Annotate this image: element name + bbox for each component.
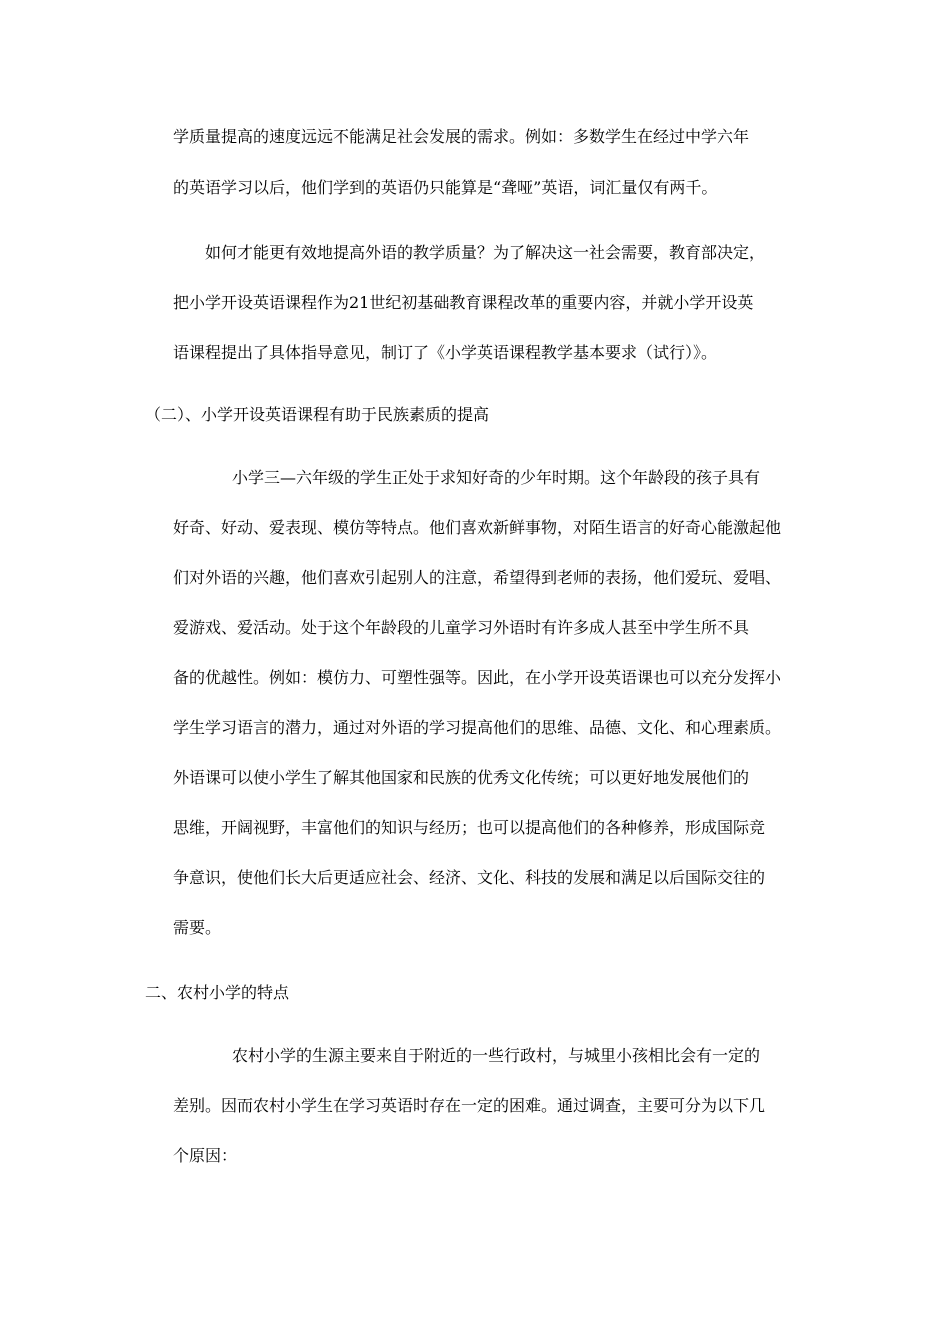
text-line: 农村小学的生源主要来自于附近的一些行政村，与城里小孩相比会有一定的	[232, 1046, 761, 1065]
section-heading: （二）、小学开设英语课程有助于民族素质的提高	[145, 405, 490, 424]
text-line: 备的优越性。例如：模仿力、可塑性强等。因此，在小学开设英语课也可以充分发挥小	[173, 668, 782, 687]
text-line: 语课程提出了具体指导意见，制订了《小学英语课程教学基本要求（试行）》。	[173, 343, 718, 362]
text-line: 们对外语的兴趣，他们喜欢引起别人的注意，希望得到老师的表扬，他们爱玩、爱唱、	[173, 568, 782, 587]
text-line: 需要。	[173, 918, 222, 937]
text-line: 差别。因而农村小学生在学习英语时存在一定的困难。通过调查，主要可分为以下几	[173, 1096, 766, 1115]
text-line: 个原因：	[173, 1146, 238, 1165]
text-line: 如何才能更有效地提高外语的教学质量？为了解决这一社会需要，教育部决定，	[205, 243, 766, 262]
text-line: 把小学开设英语课程作为21世纪初基础教育课程改革的重要内容，并就小学开设英	[173, 293, 754, 312]
text-line: 学质量提高的速度远远不能满足社会发展的需求。例如：多数学生在经过中学六年	[173, 127, 750, 146]
text-line: 爱游戏、爱活动。处于这个年龄段的儿童学习外语时有许多成人甚至中学生所不具	[173, 618, 750, 637]
text-line: 争意识，使他们长大后更适应社会、经济、文化、科技的发展和满足以后国际交往的	[173, 868, 766, 887]
text-line: 的英语学习以后，他们学到的英语仍只能算是“聋哑”英语，词汇量仅有两千。	[173, 178, 718, 197]
text-line: 好奇、好动、爱表现、模仿等特点。他们喜欢新鲜事物，对陌生语言的好奇心能激起他	[173, 518, 782, 537]
section-heading: 二、农村小学的特点	[145, 983, 290, 1002]
text-line: 小学三—六年级的学生正处于求知好奇的少年时期。这个年龄段的孩子具有	[232, 468, 761, 487]
text-line: 学生学习语言的潜力，通过对外语的学习提高他们的思维、品德、文化、和心理素质。	[173, 718, 782, 737]
text-line: 思维，开阔视野，丰富他们的知识与经历；也可以提高他们的各种修养，形成国际竞	[173, 818, 766, 837]
text-line: 外语课可以使小学生了解其他国家和民族的优秀文化传统；可以更好地发展他们的	[173, 768, 750, 787]
